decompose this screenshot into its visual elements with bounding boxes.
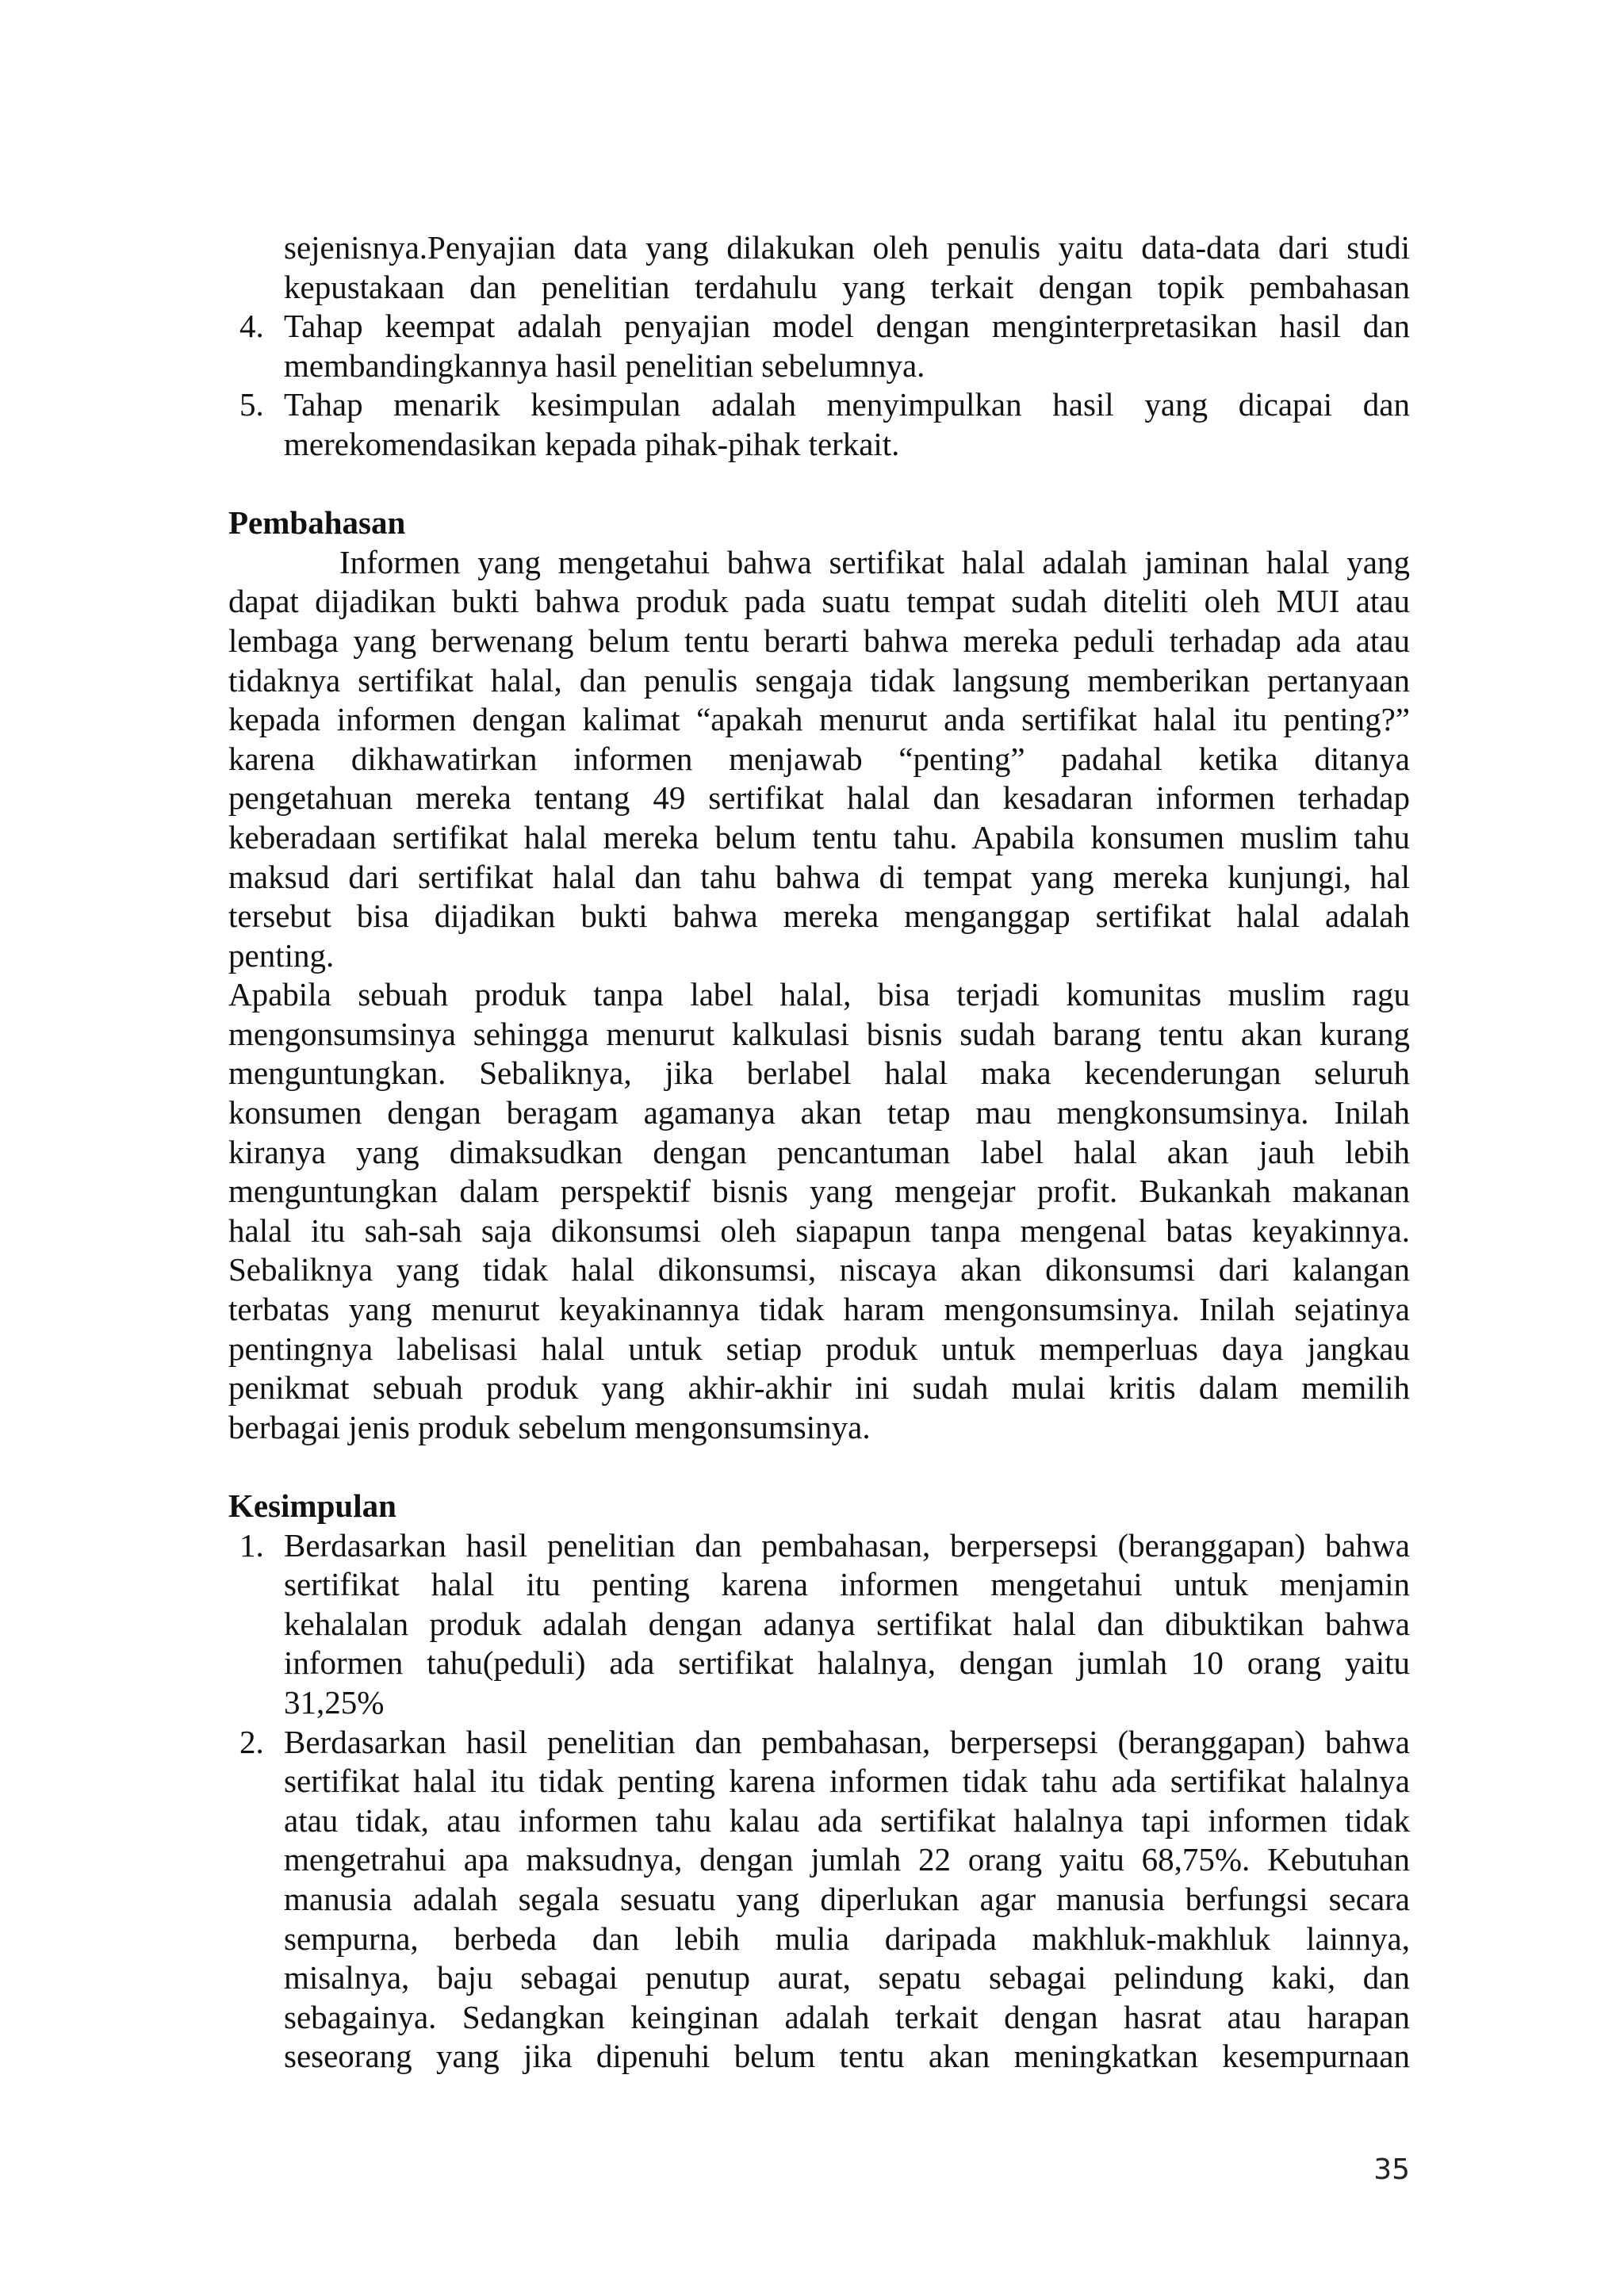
text-line: konsumen dengan beragam agamanya akan tetap mau mengkonsumsinya. Inilah <box>228 1094 1410 1131</box>
text-line: sejenisnya.Penyajian data yang dilakukan oleh penulis yaitu data-data dari studi <box>284 229 1410 266</box>
section-heading-pembahasan: Pembahasan <box>228 504 406 542</box>
text-line: atau tidak, atau informen tahu kalau ada sertifikat halalnya tapi informen tidak <box>284 1801 1410 1839</box>
text-line: karena dikhawatirkan informen menjawab “penting” padahal ketika ditanya <box>228 740 1410 777</box>
text-line: mengetrahui apa maksudnya, dengan jumlah 22 orang yaitu 68,75%. Kebutuhan <box>284 1841 1410 1878</box>
text-line: sertifikat halal itu penting karena informen mengetahui untuk menjamin <box>284 1566 1410 1603</box>
text-line: penikmat sebuah produk yang akhir-akhir ini sudah mulai kritis dalam memilih <box>228 1369 1410 1407</box>
text-line: Apabila sebuah produk tanpa label halal, bisa terjadi komunitas muslim ragu <box>228 976 1410 1013</box>
paragraph-pembahasan-2 <box>228 975 1410 1447</box>
page-number: 35 <box>1373 2153 1410 2186</box>
text-line: penting. <box>228 936 335 974</box>
list-item-kesimpulan-1 <box>228 1526 1410 1723</box>
text-line: tersebut bisa dijadikan bukti bahwa mereka menganggap sertifikat halal adalah <box>228 898 1410 935</box>
text-line: sempurna, berbeda dan lebih mulia daripada makhluk-makhluk lainnya, <box>284 1920 1410 1957</box>
list-number: 1. <box>239 1526 264 1564</box>
text-line: kiranya yang dimaksudkan dengan pencantuman label halal akan jauh lebih <box>228 1133 1410 1170</box>
text-line: merekomendasikan kepada pihak-pihak terkait. <box>284 425 900 462</box>
text-line: Tahap menarik kesimpulan adalah menyimpulkan hasil yang dicapai dan <box>284 386 1410 423</box>
text-line: Berdasarkan hasil penelitian dan pembahasan, berpersepsi (beranggapan) bahwa <box>284 1526 1410 1564</box>
text-line: kepustakaan dan penelitian terdahulu yang terkait dengan topik pembahasan <box>284 268 1410 305</box>
paragraph-pembahasan-1 <box>228 543 1410 976</box>
text-line: seseorang yang jika dipenuhi belum tentu akan meningkatkan kesempurnaan <box>284 2038 1410 2075</box>
text-line: manusia adalah segala sesuatu yang diperlukan agar manusia berfungsi secara <box>284 1880 1410 1917</box>
text-line: sebagainya. Sedangkan keinginan adalah terkait dengan hasrat atau harapan <box>284 1998 1410 2035</box>
section-heading-kesimpulan: Kesimpulan <box>228 1487 396 1524</box>
text-line: pengetahuan mereka tentang 49 sertifikat halal dan kesadaran informen terhadap <box>228 779 1410 817</box>
text-line: maksud dari sertifikat halal dan tahu bahwa di tempat yang mereka kunjungi, hal <box>228 858 1410 895</box>
list-number: 2. <box>239 1723 264 1760</box>
list-item-continuation <box>228 228 1410 307</box>
list-item-5 <box>228 385 1410 464</box>
text-line: dapat dijadikan bukti bahwa produk pada suatu tempat sudah diteliti oleh MUI atau <box>228 583 1410 620</box>
text-line: berbagai jenis produk sebelum mengonsumsinya. <box>228 1408 871 1445</box>
text-line: kehalalan produk adalah dengan adanya sertifikat halal dan dibuktikan bahwa <box>284 1605 1410 1642</box>
text-line: misalnya, baju sebagai penutup aurat, sepatu sebagai pelindung kaki, dan <box>284 1959 1410 1996</box>
text-line: lembaga yang berwenang belum tentu berarti bahwa mereka peduli terhadap ada atau <box>228 622 1410 659</box>
text-line: pentingnya labelisasi halal untuk setiap produk untuk memperluas daya jangkau <box>228 1330 1410 1367</box>
text-line: membandingkannya hasil penelitian sebelumnya. <box>284 346 925 384</box>
text-line: informen tahu(peduli) ada sertifikat halalnya, dengan jumlah 10 orang yaitu <box>284 1644 1410 1682</box>
text-line: 31,25% <box>284 1683 385 1721</box>
text-line: Informen yang mengetahui bahwa sertifikat halal adalah jaminan halal yang <box>339 543 1410 580</box>
text-line: tidaknya sertifikat halal, dan penulis sengaja tidak langsung memberikan pertanyaan <box>228 661 1410 699</box>
list-number: 5. <box>239 386 264 423</box>
text-line: menguntungkan dalam perspektif bisnis yang mengejar profit. Bukankah makanan <box>228 1173 1410 1210</box>
list-item-4 <box>228 307 1410 385</box>
text-line: mengonsumsinya sehingga menurut kalkulasi bisnis sudah barang tentu akan kurang <box>228 1015 1410 1052</box>
list-item-kesimpulan-2 <box>228 1723 1410 2077</box>
text-line: halal itu sah-sah saja dikonsumsi oleh siapapun tanpa mengenal batas keyakinnya. <box>228 1212 1410 1249</box>
text-line: Tahap keempat adalah penyajian model dengan menginterpretasikan hasil dan <box>284 308 1410 345</box>
text-line: terbatas yang menurut keyakinannya tidak haram mengonsumsinya. Inilah sejatinya <box>228 1291 1410 1328</box>
text-line: menguntungkan. Sebaliknya, jika berlabel halal maka kecenderungan seluruh <box>228 1055 1410 1092</box>
text-line: sertifikat halal itu tidak penting karena informen tidak tahu ada sertifikat halalnya <box>284 1763 1410 1800</box>
list-number: 4. <box>239 308 264 345</box>
text-line: kepada informen dengan kalimat “apakah menurut anda sertifikat halal itu penting?” <box>228 701 1410 738</box>
text-line: keberadaan sertifikat halal mereka belum tentu tahu. Apabila konsumen muslim tahu <box>228 818 1410 856</box>
text-line: Berdasarkan hasil penelitian dan pembahasan, berpersepsi (beranggapan) bahwa <box>284 1723 1410 1760</box>
text-line: Sebaliknya yang tidak halal dikonsumsi, niscaya akan dikonsumsi dari kalangan <box>228 1251 1410 1288</box>
page-body <box>228 228 1410 2077</box>
